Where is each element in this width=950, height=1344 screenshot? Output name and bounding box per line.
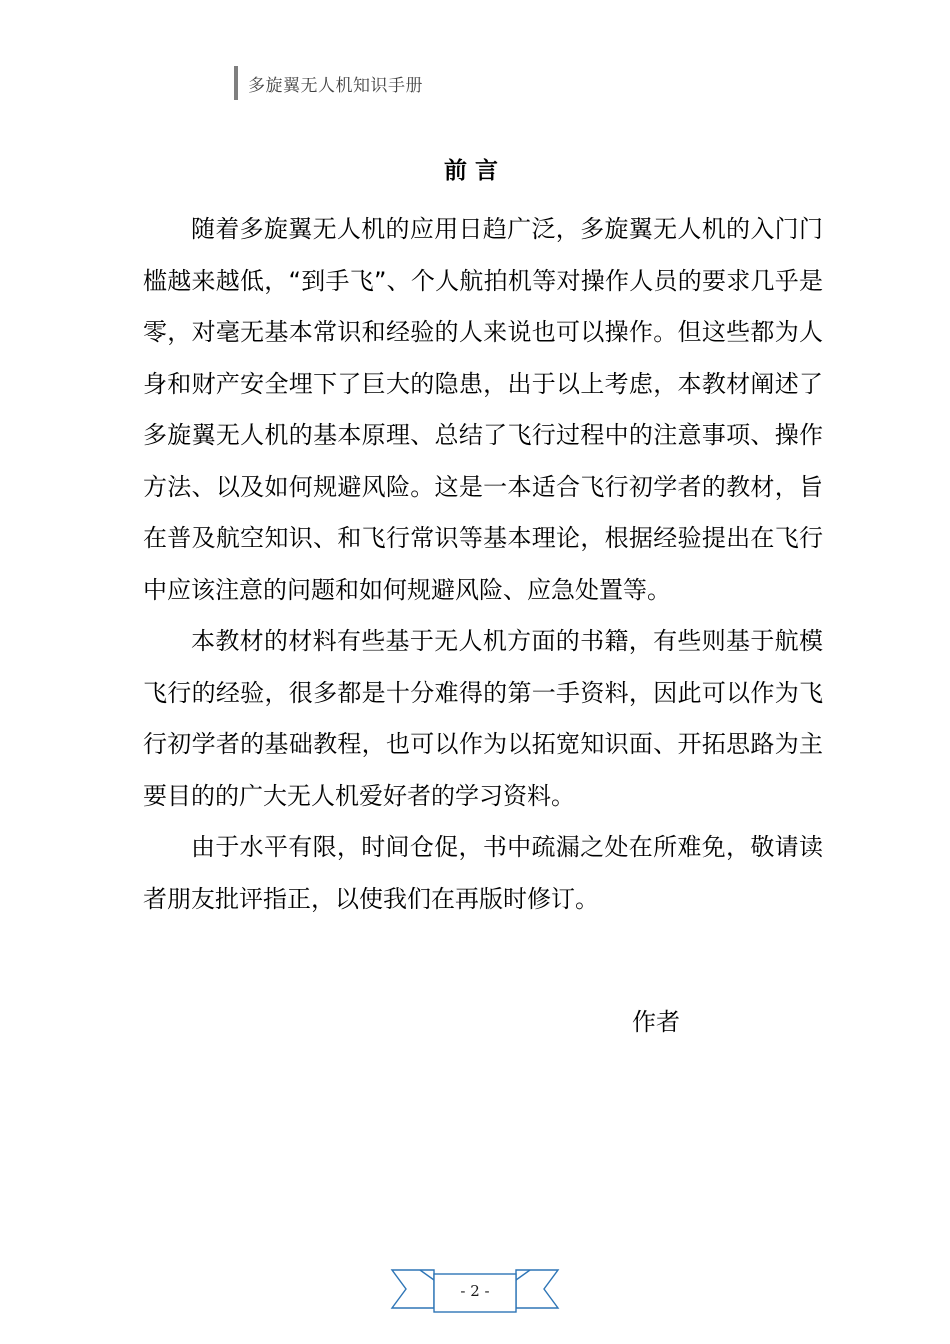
page-footer [390, 1262, 560, 1322]
paragraph-3: 由于水平有限，时间仓促，书中疏漏之处在所难免，敬请读者朋友批评指正，以使我们在再版时修订。 [143, 833, 823, 913]
page-number: - 2 - [460, 1282, 490, 1300]
preface-body [143, 204, 823, 925]
paragraph-2: 本教材的材料有些基于无人机方面的书籍，有些则基于航模飞行的经验，很多都是十分难得的第一手资料，因此可以作为飞行初学者的基础教程，也可以作为以拓宽知识面、开拓思路为主要目的的广大无人机爱好者的学习资料。 [143, 627, 823, 810]
page-title: 前言 [444, 158, 506, 184]
author-signature: 作者 [632, 1008, 680, 1036]
page-header [234, 66, 423, 100]
paragraph-1: 随着多旋翼无人机的应用日趋广泛，多旋翼无人机的入门门槛越来越低，“到手飞”、个人航拍机等对操作人员的要求几乎是零，对毫无基本常识和经验的人来说也可以操作。但这些都为人身和财产安全埋下了巨大的隐患，出于以上考虑，本教材阐述了多旋翼无人机的基本原理、总结了飞行过程中的注意事项、操作方法、以及如何规避风险。这是一本适合飞行初学者的教材，旨在普及航空知识、和飞行常识等基本理论，根据经验提出在飞行中应该注意的问题和如何规避风险、应急处置等。 [143, 215, 823, 604]
header-divider-bar [234, 66, 238, 100]
header-title: 多旋翼无人机知识手册 [248, 75, 423, 96]
